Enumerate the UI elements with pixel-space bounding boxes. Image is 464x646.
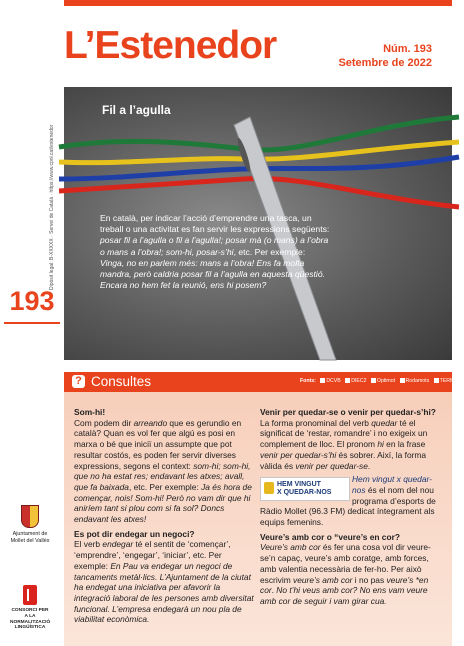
quedar-text-segment: venir per quedar-se	[295, 460, 368, 471]
veure-amb-cor-text-segment: Veure’s amb cor	[260, 542, 321, 553]
consultes-header	[64, 372, 464, 392]
issue-number: Núm. 193	[383, 43, 432, 55]
veure-amb-cor-text-segment: i no pas	[352, 574, 387, 585]
feature-text	[100, 213, 330, 291]
quedar-text-segment: .	[367, 460, 371, 471]
shield-icon	[21, 505, 39, 528]
program-name: Hem vingut x quedar-nos	[352, 474, 432, 495]
paragraph-quedar	[260, 418, 442, 472]
som-hi-text-segment: que es gerundio en català? Quan es vol fer que algú es posi en marxa o bé que iniciï un assumpte que pot resultar costós, es poden fer servir diverses expressions, segons el context:	[74, 417, 242, 471]
microphone-icon	[264, 482, 274, 494]
veure-amb-cor-text-segment: .	[271, 585, 277, 596]
feature-text-segment: En català, per indicar l’acció d’emprendre una tasca, un treball o una activitat es fan servir les expressions següents:	[100, 213, 330, 235]
radio-program-badge: HEM VINGUT X QUEDAR-NOS	[260, 477, 350, 501]
quedar-text-segment: en la frase	[383, 439, 426, 450]
feature-title: Fil a l’agulla	[102, 103, 171, 117]
column-left	[74, 407, 254, 625]
issue-date: Setembre de 2022	[338, 57, 432, 69]
heading-som-hi: Som-hi!	[74, 407, 106, 417]
quedar-text-segment: té el significat de ‘restar, romandre’ i no exigeix un complement de lloc. El pronom	[260, 417, 428, 450]
heading-quedar: Venir per quedar-se o venir per quedar-s’hi?	[260, 407, 436, 417]
newsletter-title: L’Estenedor	[64, 24, 277, 67]
endegar-text-segment: endegar	[102, 539, 134, 550]
cpnl-mark-icon	[23, 585, 37, 605]
paragraph-endegar	[74, 539, 254, 625]
endegar-text-segment: té el sentit de ‘començar’, ‘emprendre’, ‘engegar’, ‘iniciar’, etc. Per exemple:	[74, 539, 231, 571]
endegar-text-segment: En Pau va endegar un negoci de tancaments metàl·lics. L’Ajuntament de la ciutat ha endegat una iniciativa per afavorir la integració laboral de les persones amb diversitat funcional. L’empresa endegarà un nou pla de viabilitat econòmica.	[74, 560, 254, 625]
quedar-text-segment: La forma pronominal del verb	[260, 417, 372, 428]
som-hi-text-segment: arreando	[133, 417, 168, 428]
paragraph-veure-amb-cor	[260, 542, 442, 606]
veure-amb-cor-text-segment: veure’s *en cor	[260, 574, 429, 596]
heading-endegar: Es pot dir endegar un negoci?	[74, 528, 195, 539]
veure-amb-cor-text-segment: veure’s amb cor	[293, 574, 353, 585]
som-hi-text-segment: , etc. Per exemple:	[128, 481, 202, 492]
checkbox-icon	[400, 378, 405, 383]
cpnl-logo: CONSORCI PER A LA NORMALITZACIÓ LINGÜÍSTICA	[10, 585, 50, 631]
question-icon: ?	[72, 375, 85, 388]
sources-list: Fonts: DCVB DIEC2 Optimot Rodamots TERMCAT	[300, 378, 464, 384]
checkbox-icon	[320, 378, 325, 383]
veure-amb-cor-text-segment: No t’hi veus amb cor? No ens vam veure amb cor de seguir i vam girar cua.	[260, 585, 428, 606]
divider	[4, 322, 60, 324]
checkbox-icon	[434, 378, 439, 383]
column-right	[260, 407, 442, 607]
heading-veure-amb-cor: Veure’s amb cor o “veure’s en cor?	[260, 531, 400, 542]
top-accent-bar	[0, 0, 452, 6]
consultes-title: Consultes	[91, 374, 152, 389]
feature-text-segment: Vinga, no en parlem més: mans a l’obra! Ens fa molta mandra, però caldria posar fil a l’agulla en aquesta qüestió. Encara no hem fet la reunió, ens hi posem?	[100, 257, 326, 291]
checkbox-icon	[345, 378, 350, 383]
quedar-text-segment: és sobrer. Així, la forma vàlida és	[260, 449, 427, 471]
legal-notice: Dipòsit legal: B-XXXXX · Servei de Català · https://www.cpnl.cat/estenedor	[49, 124, 55, 290]
som-hi-text-segment: Com podem dir	[74, 417, 134, 428]
checkbox-icon	[371, 378, 376, 383]
feature-text-segment: posar fil a l’agulla o fil a l’agulla!; posar mà (o mans) a l’obra o mans a l’obra!; som-hi, posar-s’hi	[100, 235, 329, 257]
som-hi-text-segment: Ja és hora de començar, nois! Som-hi! Però no vam dir que hi aniríem tant si plou com si fa sol? Doncs endavant les atxes!	[74, 481, 252, 525]
feature-photo	[64, 87, 452, 360]
paragraph-som-hi	[74, 418, 254, 525]
quedar-text-segment: quedar	[371, 417, 398, 428]
issue-info	[338, 42, 432, 70]
feature-text-segment: , etc. Per exemple:	[233, 246, 306, 257]
issue-number-large: 193	[9, 286, 55, 316]
ajuntament-logo: Ajuntament de Mollet del Vallès	[10, 505, 50, 544]
som-hi-text-segment: som-hi; som-hi, que no ha estat res; endavant les atxes; avall, que fa baixada	[74, 460, 251, 492]
quedar-text-segment: hi	[377, 439, 384, 450]
quedar-text-segment: venir per quedar-s’hi	[260, 449, 337, 460]
veure-amb-cor-text-segment: és fer una cosa vol dir veure-se’n capaç, veure’s amb coratge, amb forces, amb valentia necessària de fer-ho. Per això escrivim	[260, 542, 431, 585]
endegar-text-segment: El verb	[74, 539, 103, 550]
paragraph-radio: HEM VINGUT X QUEDAR-NOS Hem vingut x quedar-nos és el nom del nou programa d’esports de Ràdio Mollet (96.3 FM) dedicat íntegrament als equips femenins.	[260, 474, 436, 528]
